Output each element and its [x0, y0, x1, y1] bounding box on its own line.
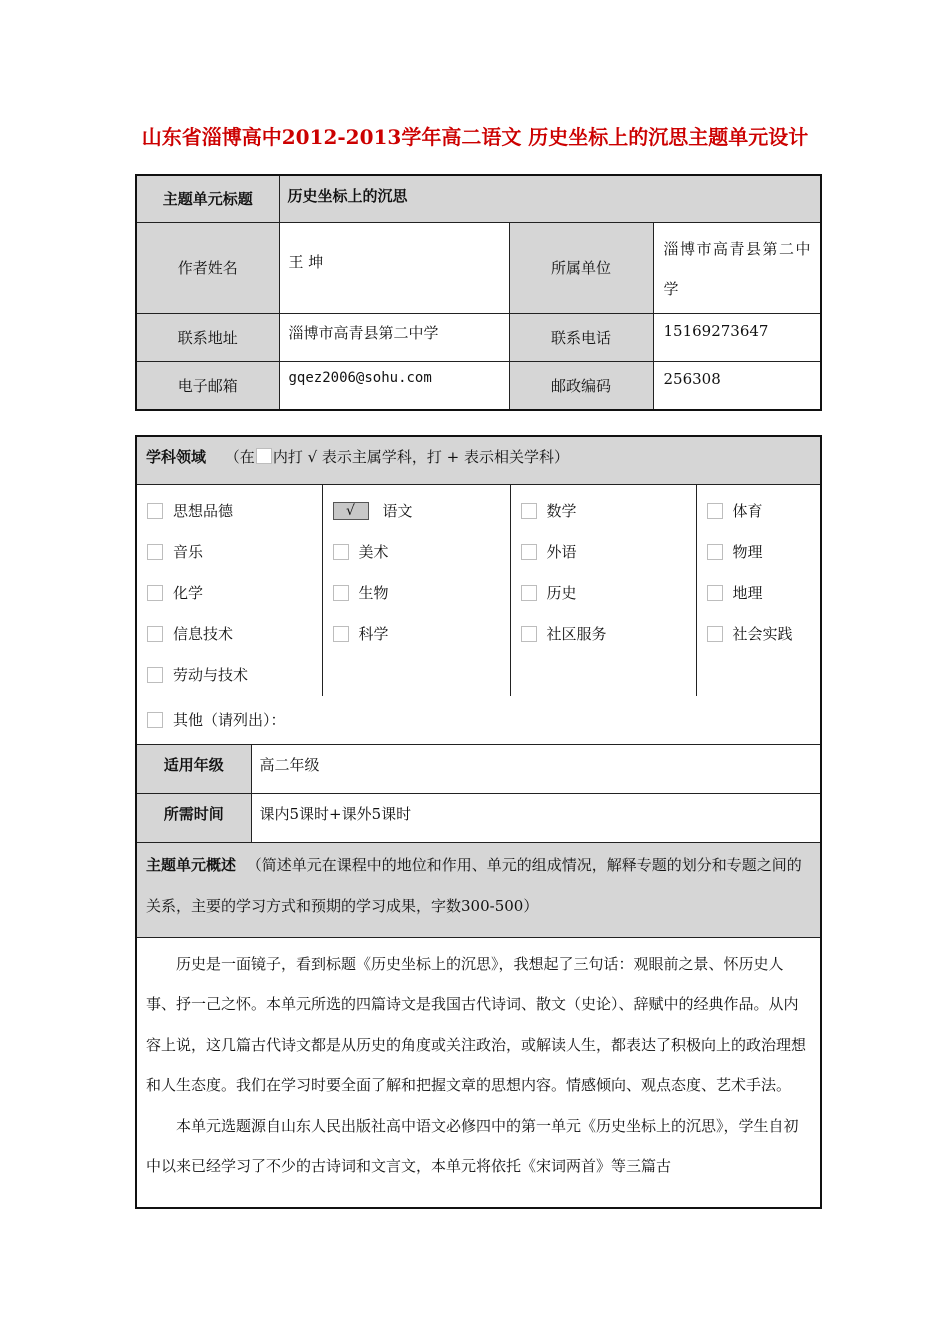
checkbox-icon[interactable]	[333, 585, 349, 601]
unit-title-value: 历史坐标上的沉思	[279, 175, 821, 222]
author-label: 作者姓名	[136, 222, 279, 313]
info-table	[135, 174, 822, 411]
checkbox-icon[interactable]	[521, 544, 537, 560]
checkbox-icon[interactable]	[147, 585, 163, 601]
subject-item[interactable]: 劳动与技术	[147, 655, 322, 696]
subject-item[interactable]: 科学	[333, 614, 510, 655]
checkbox-icon[interactable]	[707, 503, 723, 519]
checkbox-icon[interactable]	[333, 544, 349, 560]
overview-paragraph: 历史是一面镜子，看到标题《历史坐标上的沉思》，我想起了三句话：观眼前之景、怀历史人事、抒一己之怀。本单元所选的四篇诗文是我国古代诗词、散文（史论）、辞赋中的经典作品。从内容上说，这几篇古代诗文都是从历史的角度或关注政治，或解读人生，都表达了积极向上的政治理想和人生态度。我们在学习时要全面了解和把握文章的思想内容。情感倾向、观点态度、艺术手法。	[146, 954, 807, 1094]
document-title: 山东省淄博高中2012-2013学年高二语文 历史坐标上的沉思主题单元设计	[141, 125, 809, 149]
subject-header-label: 学科领域	[146, 448, 207, 466]
subject-item-other[interactable]: 其他（请列出）：	[147, 699, 820, 740]
address-label: 联系地址	[136, 313, 279, 361]
subject-col-2	[322, 484, 510, 696]
checkbox-icon[interactable]	[147, 712, 163, 728]
time-label: 所需时间	[136, 793, 251, 842]
subject-item[interactable]: 历史	[521, 573, 696, 614]
unit-value: 淄博市高青县第二中学	[653, 222, 821, 313]
checkbox-icon[interactable]	[147, 544, 163, 560]
subject-header-note-1: （在	[224, 448, 255, 466]
subject-item[interactable]: 生物	[333, 573, 510, 614]
subject-item[interactable]: 思想品德	[147, 491, 322, 532]
phone-value: 15169273647	[653, 313, 821, 361]
checkbox-sample-icon	[256, 448, 272, 464]
subject-item[interactable]: 音乐	[147, 532, 322, 573]
subject-item[interactable]: 数学	[521, 491, 696, 532]
grade-value: 高二年级	[251, 744, 821, 793]
postcode-value: 256308	[653, 361, 821, 410]
email-label: 电子邮箱	[136, 361, 279, 410]
subject-item[interactable]: 社区服务	[521, 614, 696, 655]
unit-label: 所属单位	[509, 222, 653, 313]
subject-item[interactable]: 外语	[521, 532, 696, 573]
checkbox-icon[interactable]	[521, 503, 537, 519]
email-value: gqez2006@sohu.com	[279, 361, 509, 410]
subject-item[interactable]: 化学	[147, 573, 322, 614]
subject-col-3	[510, 484, 696, 696]
subject-item-checked[interactable]: √ 语文	[333, 491, 510, 532]
subject-item[interactable]: 地理	[707, 573, 821, 614]
checkbox-icon[interactable]	[707, 626, 723, 642]
address-value: 淄博市高青县第二中学	[279, 313, 509, 361]
subject-item[interactable]: 物理	[707, 532, 821, 573]
subject-item[interactable]: 体育	[707, 491, 821, 532]
checkbox-icon[interactable]	[521, 626, 537, 642]
overview-header	[136, 842, 821, 937]
subject-item[interactable]: 信息技术	[147, 614, 322, 655]
checkbox-icon[interactable]	[333, 626, 349, 642]
overview-note: （简述单元在课程中的地位和作用、单元的组成情况，解释专题的划分和专题之间的关系，主要的学习方式和预期的学习成果，字数300-500）	[146, 855, 802, 915]
unit-title-label: 主题单元标题	[136, 175, 279, 222]
subject-header-note-2: 内打 √ 表示主属学科，打 + 表示相关学科）	[272, 448, 570, 466]
checkbox-icon[interactable]	[147, 667, 163, 683]
checkbox-icon[interactable]	[707, 585, 723, 601]
checkbox-icon[interactable]	[147, 503, 163, 519]
time-value: 课内5课时+课外5课时	[251, 793, 821, 842]
subject-col-1	[136, 484, 322, 696]
subjects-table	[135, 435, 822, 1209]
checkmark-icon[interactable]: √	[333, 502, 369, 520]
author-value: 王 坤	[279, 222, 509, 313]
subject-header	[136, 436, 821, 484]
overview-body	[136, 937, 821, 1208]
postcode-label: 邮政编码	[509, 361, 653, 410]
checkbox-icon[interactable]	[521, 585, 537, 601]
overview-label: 主题单元概述	[146, 855, 237, 874]
subject-item[interactable]: 美术	[333, 532, 510, 573]
overview-paragraph: 本单元选题源自山东人民出版社高中语文必修四中的第一单元《历史坐标上的沉思》，学生自初中以来已经学习了不少的古诗词和文言文，本单元将依托《宋词两首》等三篇古	[146, 1116, 799, 1175]
grade-label: 适用年级	[136, 744, 251, 793]
subject-item[interactable]: 社会实践	[707, 614, 821, 655]
checkbox-icon[interactable]	[147, 626, 163, 642]
phone-label: 联系电话	[509, 313, 653, 361]
checkbox-icon[interactable]	[707, 544, 723, 560]
subject-other-row	[136, 696, 821, 744]
subject-col-4	[696, 484, 821, 696]
